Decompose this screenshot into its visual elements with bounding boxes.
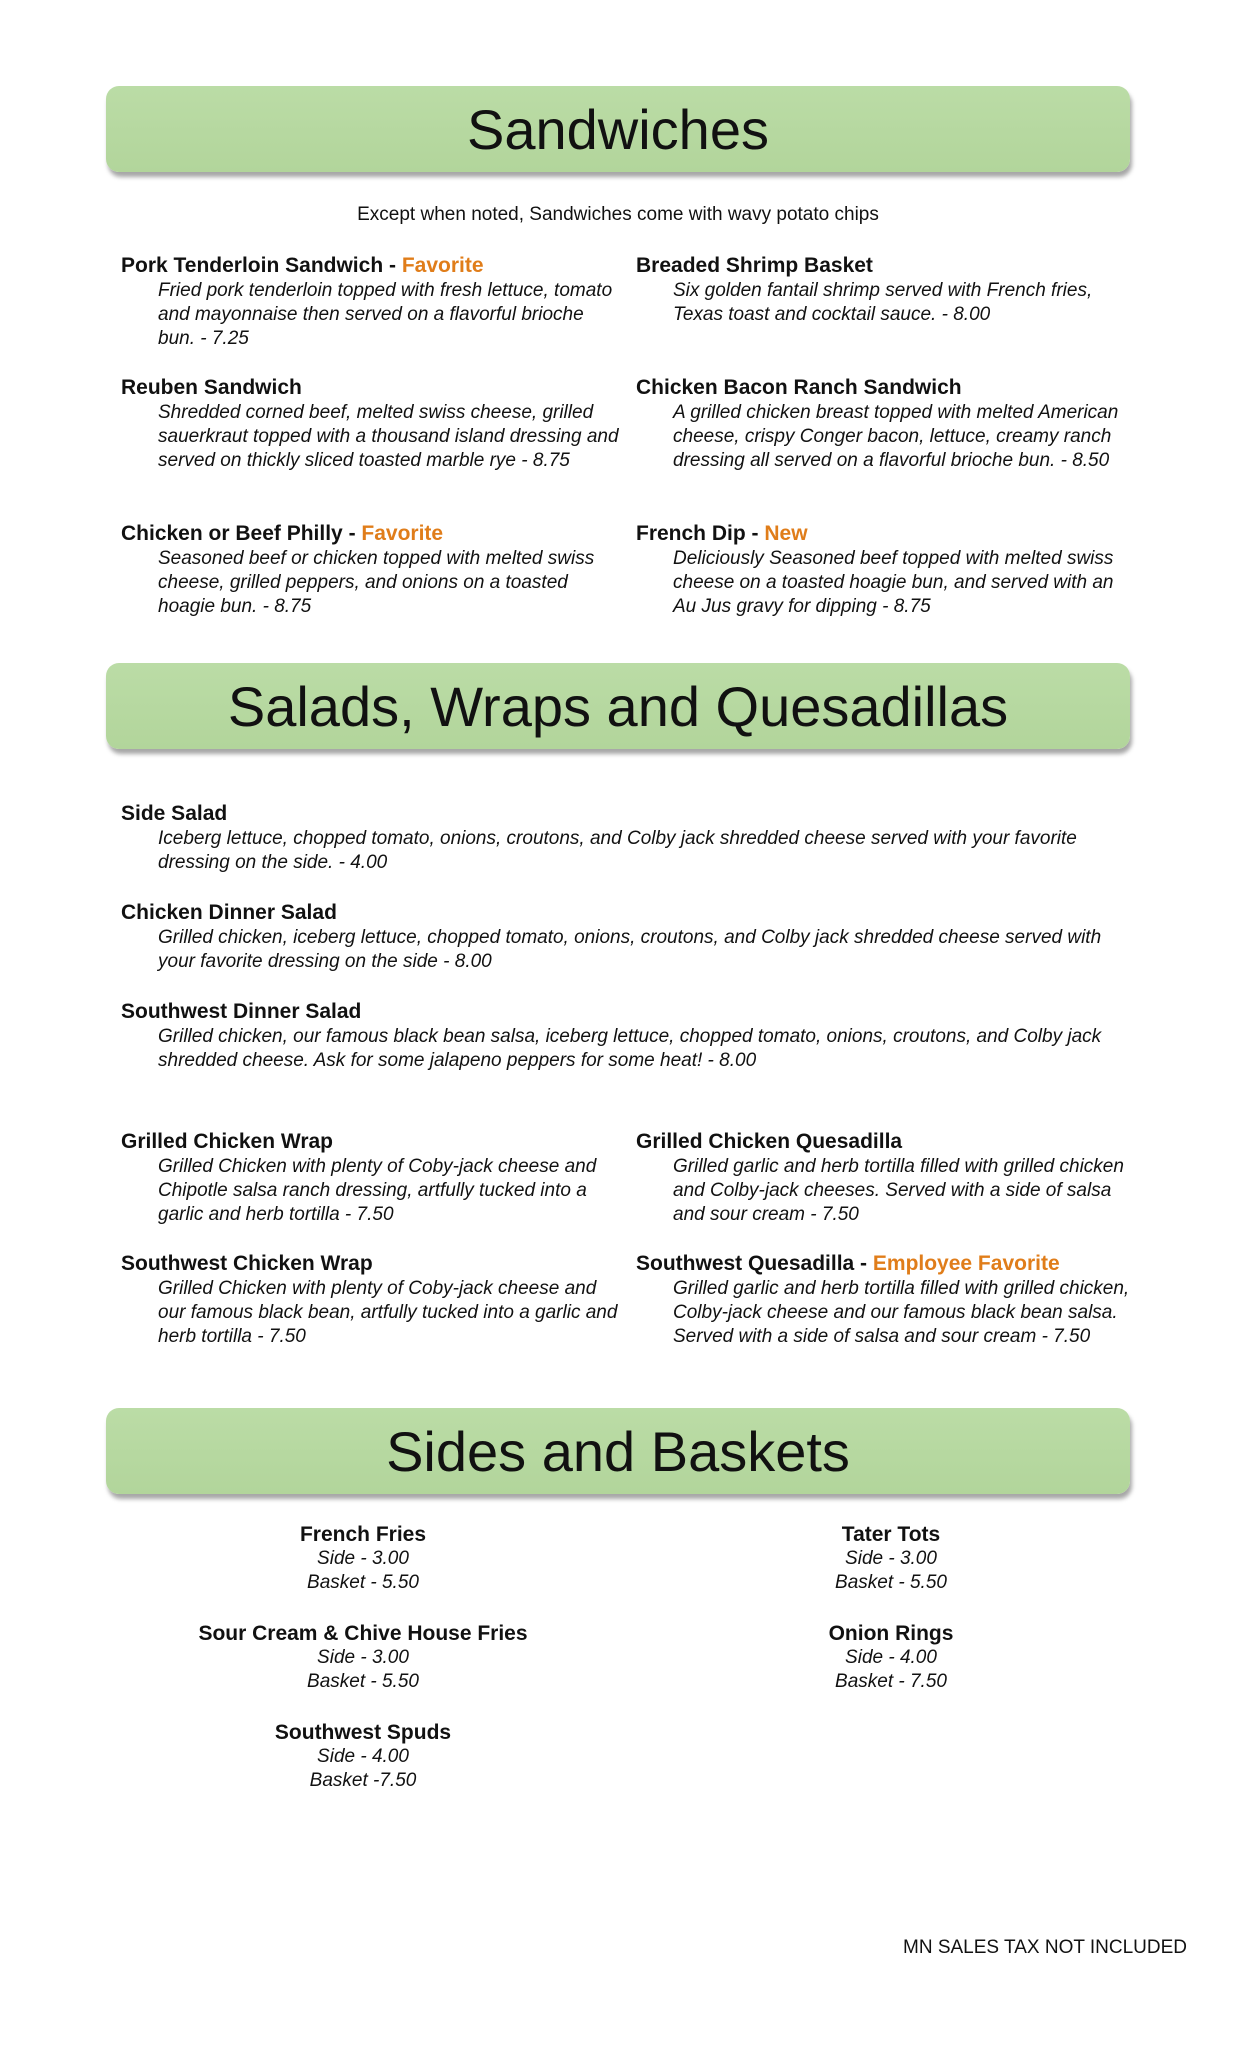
- basket-price: Basket - 5.50: [835, 1572, 947, 1593]
- salads-title: Salads, Wraps and Quesadillas: [227, 674, 1009, 738]
- side-item-tater-tots: [741, 1522, 1041, 1595]
- menu-item-southwest-dinner-salad: [121, 1000, 1121, 1073]
- side-item-french-fries: [213, 1522, 513, 1595]
- side-name: Sour Cream & Chive House Fries: [198, 1622, 528, 1645]
- side-item-southwest-spuds: [213, 1720, 513, 1793]
- menu-item-southwest-quesadilla: Southwest Quesadilla - Employee Favorite Grilled garlic and herb tortilla filled with grilled chicken, Colby-jack cheese and our famous black bean salsa. Served with a side of salsa and sour cream - 7.50: [636, 1252, 1136, 1349]
- item-name: Chicken or Beef Philly: [121, 522, 343, 545]
- menu-item-reuben: [121, 376, 621, 473]
- sides-banner: [106, 1408, 1130, 1494]
- side-name: Onion Rings: [828, 1622, 954, 1645]
- side-item-sour-cream-chive-fries: [163, 1621, 563, 1694]
- salads-banner: [106, 663, 1130, 749]
- side-name: French Fries: [299, 1523, 427, 1546]
- side-item-onion-rings: [741, 1621, 1041, 1694]
- item-description: Six golden fantail shrimp served with French fries, Texas toast and cocktail sauce. - 8.00: [673, 280, 1093, 325]
- menu-item-pork-tenderloin: Pork Tenderloin Sandwich - Favorite Fried pork tenderloin topped with fresh lettuce, tomato and mayonnaise then served on a flavorful brioche bun. - 7.25: [121, 254, 621, 351]
- favorite-tag: Favorite: [361, 522, 444, 545]
- item-name: Southwest Quesadilla: [636, 1252, 855, 1275]
- menu-item-southwest-chicken-wrap: [121, 1252, 621, 1349]
- sandwiches-title: Sandwiches: [467, 97, 769, 161]
- employee-favorite-tag: Employee Favorite: [872, 1252, 1060, 1275]
- sides-title: Sides and Baskets: [386, 1419, 850, 1483]
- item-description: Shredded corned beef, melted swiss cheese, grilled sauerkraut topped with a thousand island dressing and served on thickly sliced toasted marble rye - 8.75: [158, 402, 619, 471]
- item-description: Grilled chicken, iceberg lettuce, chopped tomato, onions, croutons, and Colby jack shredded cheese served with your favorite dressing on the side - 8.00: [158, 927, 1102, 972]
- basket-price: Basket - 7.50: [835, 1671, 947, 1692]
- item-description: Fried pork tenderloin topped with fresh lettuce, tomato and mayonnaise then served on a flavorful brioche bun. - 7.25: [158, 280, 613, 349]
- menu-item-chicken-bacon-ranch: [636, 376, 1136, 473]
- side-price: Side - 3.00: [317, 1647, 409, 1668]
- item-description: Iceberg lettuce, chopped tomato, onions, croutons, and Colby jack shredded cheese served with your favorite dressing on the side. - 4.00: [158, 828, 1077, 873]
- basket-price: Basket - 5.50: [307, 1671, 419, 1692]
- item-description: Deliciously Seasoned beef topped with melted swiss cheese on a toasted hoagie bun, and served with an Au Jus gravy for dipping - 8.75: [673, 548, 1114, 617]
- menu-item-french-dip: French Dip - New Deliciously Seasoned beef topped with melted swiss cheese on a toasted hoagie bun, and served with an Au Jus gravy for dipping - 8.75: [636, 522, 1136, 619]
- side-name: Tater Tots: [841, 1523, 941, 1546]
- item-name: Side Salad: [121, 802, 228, 825]
- sandwiches-note: Except when noted, Sandwiches come with wavy potato chips: [357, 204, 879, 225]
- menu-item-shrimp-basket: [636, 254, 1136, 327]
- item-name: Chicken Bacon Ranch Sandwich: [636, 376, 962, 399]
- side-price: Side - 4.00: [845, 1647, 937, 1668]
- basket-price: Basket -7.50: [309, 1770, 417, 1791]
- item-name: Grilled Chicken Quesadilla: [636, 1130, 903, 1153]
- item-description: Grilled garlic and herb tortilla filled with grilled chicken, Colby-jack cheese and our famous black bean salsa. Served with a side of salsa and sour cream - 7.50: [673, 1278, 1130, 1347]
- item-name: Southwest Chicken Wrap: [121, 1252, 373, 1275]
- menu-item-grilled-chicken-quesadilla: [636, 1130, 1136, 1227]
- side-price: Side - 4.00: [317, 1746, 409, 1767]
- side-name: Southwest Spuds: [274, 1721, 452, 1744]
- menu-item-grilled-chicken-wrap: [121, 1130, 621, 1227]
- tax-notice: MN SALES TAX NOT INCLUDED: [903, 1937, 1188, 1958]
- item-name: French Dip: [636, 522, 746, 545]
- side-price: Side - 3.00: [845, 1548, 937, 1569]
- item-description: Grilled garlic and herb tortilla filled with grilled chicken and Colby-jack cheeses. Served with a side of salsa and sour cream - 7.50: [673, 1156, 1124, 1225]
- item-description: Seasoned beef or chicken topped with melted swiss cheese, grilled peppers, and onions on a toasted hoagie bun. - 8.75: [158, 548, 595, 617]
- side-price: Side - 3.00: [317, 1548, 409, 1569]
- item-name: Chicken Dinner Salad: [121, 901, 337, 924]
- new-tag: New: [764, 522, 808, 545]
- item-name: Reuben Sandwich: [121, 376, 302, 399]
- item-description: Grilled Chicken with plenty of Coby-jack cheese and Chipotle salsa ranch dressing, artfully tucked into a garlic and herb tortilla - 7.50: [158, 1156, 597, 1225]
- menu-item-chicken-dinner-salad: [121, 901, 1121, 974]
- menu-item-side-salad: [121, 802, 1121, 875]
- sandwiches-banner: [106, 86, 1130, 172]
- favorite-tag: Favorite: [401, 254, 484, 277]
- menu-item-philly: Chicken or Beef Philly - Favorite Seasoned beef or chicken topped with melted swiss cheese, grilled peppers, and onions on a toasted hoagie bun. - 8.75: [121, 522, 621, 619]
- item-description: Grilled Chicken with plenty of Coby-jack cheese and our famous black bean, artfully tucked into a garlic and herb tortilla - 7.50: [158, 1278, 618, 1347]
- item-description: Grilled chicken, our famous black bean salsa, iceberg lettuce, chopped tomato, onions, croutons, and Colby jack shredded cheese. Ask for some jalapeno peppers for some heat! - 8.00: [158, 1026, 1102, 1071]
- item-description: A grilled chicken breast topped with melted American cheese, crispy Conger bacon, lettuce, creamy ranch dressing all served on a flavorful brioche bun. - 8.50: [673, 402, 1119, 471]
- item-name: Pork Tenderloin Sandwich: [121, 254, 384, 277]
- item-name: Southwest Dinner Salad: [121, 1000, 362, 1023]
- basket-price: Basket - 5.50: [307, 1572, 419, 1593]
- item-name: Grilled Chicken Wrap: [121, 1130, 333, 1153]
- item-name: Breaded Shrimp Basket: [636, 254, 873, 277]
